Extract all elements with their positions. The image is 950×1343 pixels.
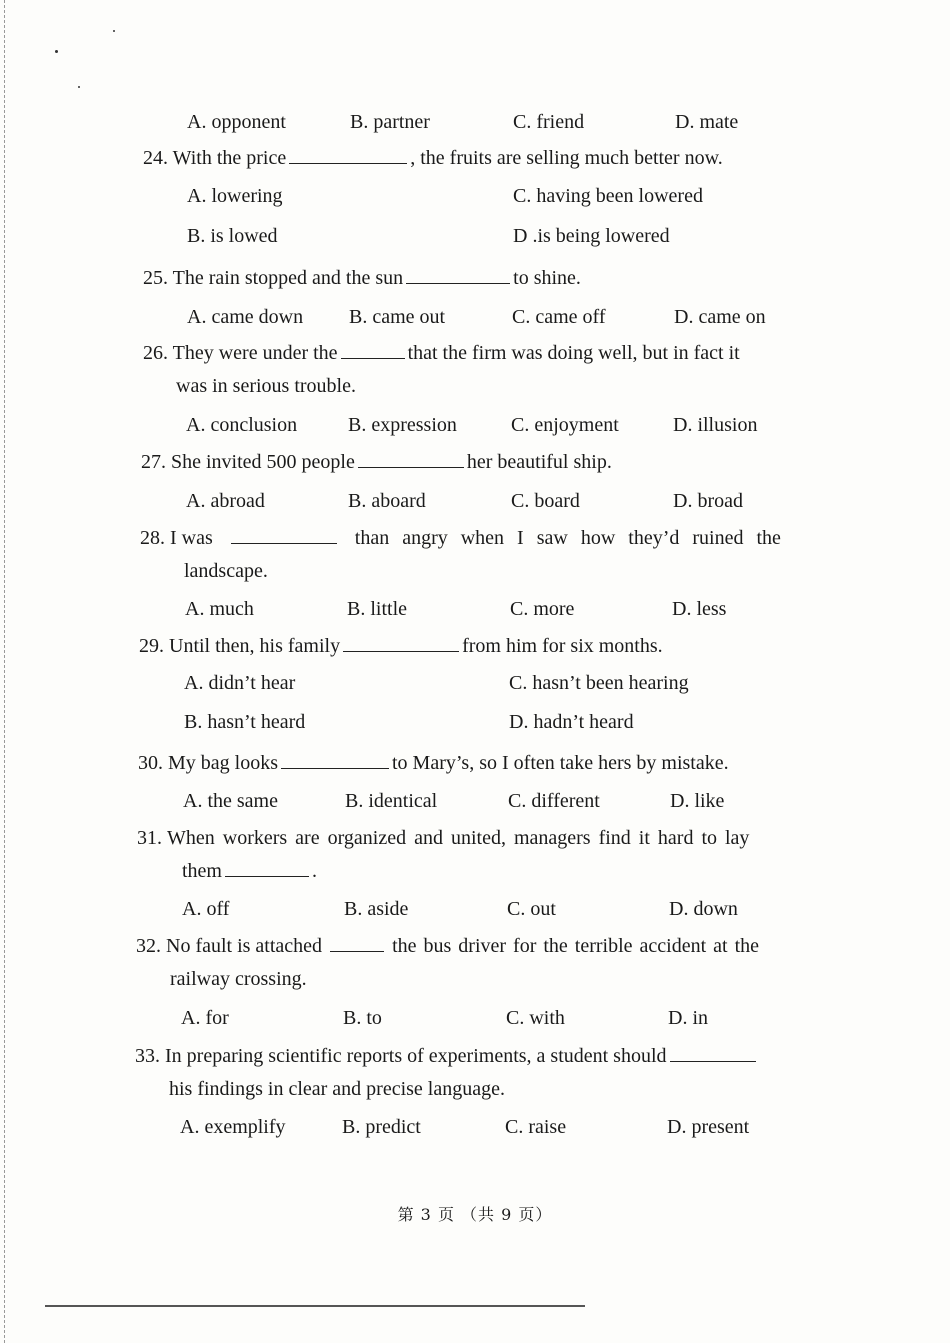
option-d[interactable]: D. less	[672, 598, 727, 620]
option-a[interactable]: A. abroad	[186, 490, 265, 512]
answer-blank[interactable]	[281, 748, 389, 769]
option-b[interactable]: B. little	[347, 598, 407, 620]
option-b[interactable]: B. predict	[342, 1116, 421, 1138]
option-b[interactable]: B. hasn’t heard	[184, 711, 306, 733]
answer-blank[interactable]	[225, 856, 309, 877]
question-27-stem: 27. She invited 500 people her beautiful ship.	[141, 446, 821, 479]
answer-blank[interactable]	[670, 1041, 756, 1062]
option-c[interactable]: C. out	[507, 898, 556, 920]
option-a[interactable]: A. exemplify	[180, 1116, 286, 1138]
option-c[interactable]: C. different	[508, 790, 600, 812]
option-a[interactable]: A. conclusion	[186, 414, 298, 436]
option-b[interactable]: B. identical	[345, 790, 438, 812]
question-25-stem: 25. The rain stopped and the sun to shine.	[143, 262, 823, 295]
options-q28	[185, 597, 785, 621]
bottom-rule	[45, 1305, 585, 1307]
option-d[interactable]: D. down	[669, 898, 738, 920]
option-d[interactable]: D. mate	[675, 111, 739, 133]
option-b[interactable]: B. aside	[344, 898, 409, 920]
binding-margin	[4, 0, 13, 1343]
options-q24-row1	[187, 184, 787, 208]
question-33-stem: 33. In preparing scientific reports of experiments, a student should his findings in clear and precise language.	[135, 1040, 825, 1106]
question-number: 29.	[139, 635, 164, 657]
option-a[interactable]: A. off	[182, 898, 230, 920]
answer-blank[interactable]	[289, 143, 407, 164]
question-26-stem: 26. They were under the that the firm was doing well, but in fact it was in serious trouble.	[143, 337, 823, 403]
options-q33	[180, 1115, 780, 1139]
option-c[interactable]: C. enjoyment	[511, 414, 619, 436]
option-c[interactable]: C. board	[511, 490, 580, 512]
option-d[interactable]: D. in	[668, 1007, 708, 1029]
question-number: 33.	[135, 1045, 160, 1067]
option-c[interactable]: C. friend	[513, 111, 585, 133]
answer-blank[interactable]	[341, 338, 405, 359]
question-number: 27.	[141, 451, 166, 473]
option-c[interactable]: C. hasn’t been hearing	[509, 672, 689, 694]
option-b[interactable]: B. aboard	[348, 490, 426, 512]
options-q24-row2	[187, 224, 787, 248]
question-30-stem: 30. My bag looks to Mary’s, so I often take hers by mistake.	[138, 747, 818, 780]
option-b[interactable]: B. partner	[350, 111, 430, 133]
option-b[interactable]: B. expression	[348, 414, 457, 436]
question-28-stem: 28. I was than angry when I saw how they’d ruined the landscape.	[140, 522, 820, 588]
option-a[interactable]: A. didn’t hear	[184, 672, 296, 694]
question-29-stem: 29. Until then, his family from him for six months.	[139, 630, 819, 663]
answer-blank[interactable]	[343, 631, 459, 652]
option-c[interactable]: C. more	[510, 598, 575, 620]
question-number: 32.	[136, 935, 161, 957]
option-c[interactable]: C. with	[506, 1007, 565, 1029]
option-d[interactable]: D. like	[670, 790, 725, 812]
options-q29-row2	[184, 710, 784, 734]
option-d[interactable]: D. came on	[674, 306, 766, 328]
options-q25	[187, 305, 787, 329]
option-a[interactable]: A. much	[185, 598, 254, 620]
options-q29-row1	[184, 671, 784, 695]
option-b[interactable]: B. came out	[349, 306, 446, 328]
options-q30	[183, 789, 783, 813]
scan-speck	[113, 30, 115, 32]
option-c[interactable]: C. came off	[512, 306, 606, 328]
question-number: 30.	[138, 752, 163, 774]
answer-blank[interactable]	[358, 447, 464, 468]
option-c[interactable]: C. having been lowered	[513, 185, 703, 207]
option-d[interactable]: D .is being lowered	[513, 225, 670, 247]
answer-blank[interactable]	[406, 263, 510, 284]
option-c[interactable]: C. raise	[505, 1116, 567, 1138]
option-a[interactable]: A. opponent	[187, 111, 286, 133]
options-q27	[186, 489, 786, 513]
options-q31	[182, 897, 782, 921]
question-number: 26.	[143, 342, 168, 364]
options-q26	[186, 413, 786, 437]
option-d[interactable]: D. broad	[673, 490, 743, 512]
option-a[interactable]: A. the same	[183, 790, 278, 812]
option-b[interactable]: B. to	[343, 1007, 382, 1029]
question-number: 28.	[140, 527, 165, 549]
question-31-stem: 31. When workers are organized and united, managers find it hard to lay them .	[137, 827, 750, 882]
option-a[interactable]: A. lowering	[187, 185, 283, 207]
question-number: 24.	[143, 147, 168, 169]
option-d[interactable]: D. hadn’t heard	[509, 711, 634, 733]
options-q32	[181, 1006, 781, 1030]
question-32-stem: 32. No fault is attached the bus driver for the terrible accident at the railway crossing.	[136, 930, 816, 996]
option-d[interactable]: D. present	[667, 1116, 750, 1138]
question-24-stem: 24. With the price , the fruits are selling much better now.	[143, 142, 823, 175]
answer-blank[interactable]	[330, 931, 384, 952]
option-b[interactable]: B. is lowed	[187, 225, 278, 247]
options-q23	[187, 110, 787, 134]
question-number: 31.	[137, 827, 162, 849]
scan-speck	[55, 50, 58, 53]
option-a[interactable]: A. came down	[187, 306, 304, 328]
option-a[interactable]: A. for	[181, 1007, 229, 1029]
answer-blank[interactable]	[231, 523, 337, 544]
page-number-footer: 第 3 页 （共 9 页）	[397, 1205, 553, 1224]
question-number: 25.	[143, 267, 168, 289]
scan-speck	[78, 86, 80, 88]
option-d[interactable]: D. illusion	[673, 414, 758, 436]
